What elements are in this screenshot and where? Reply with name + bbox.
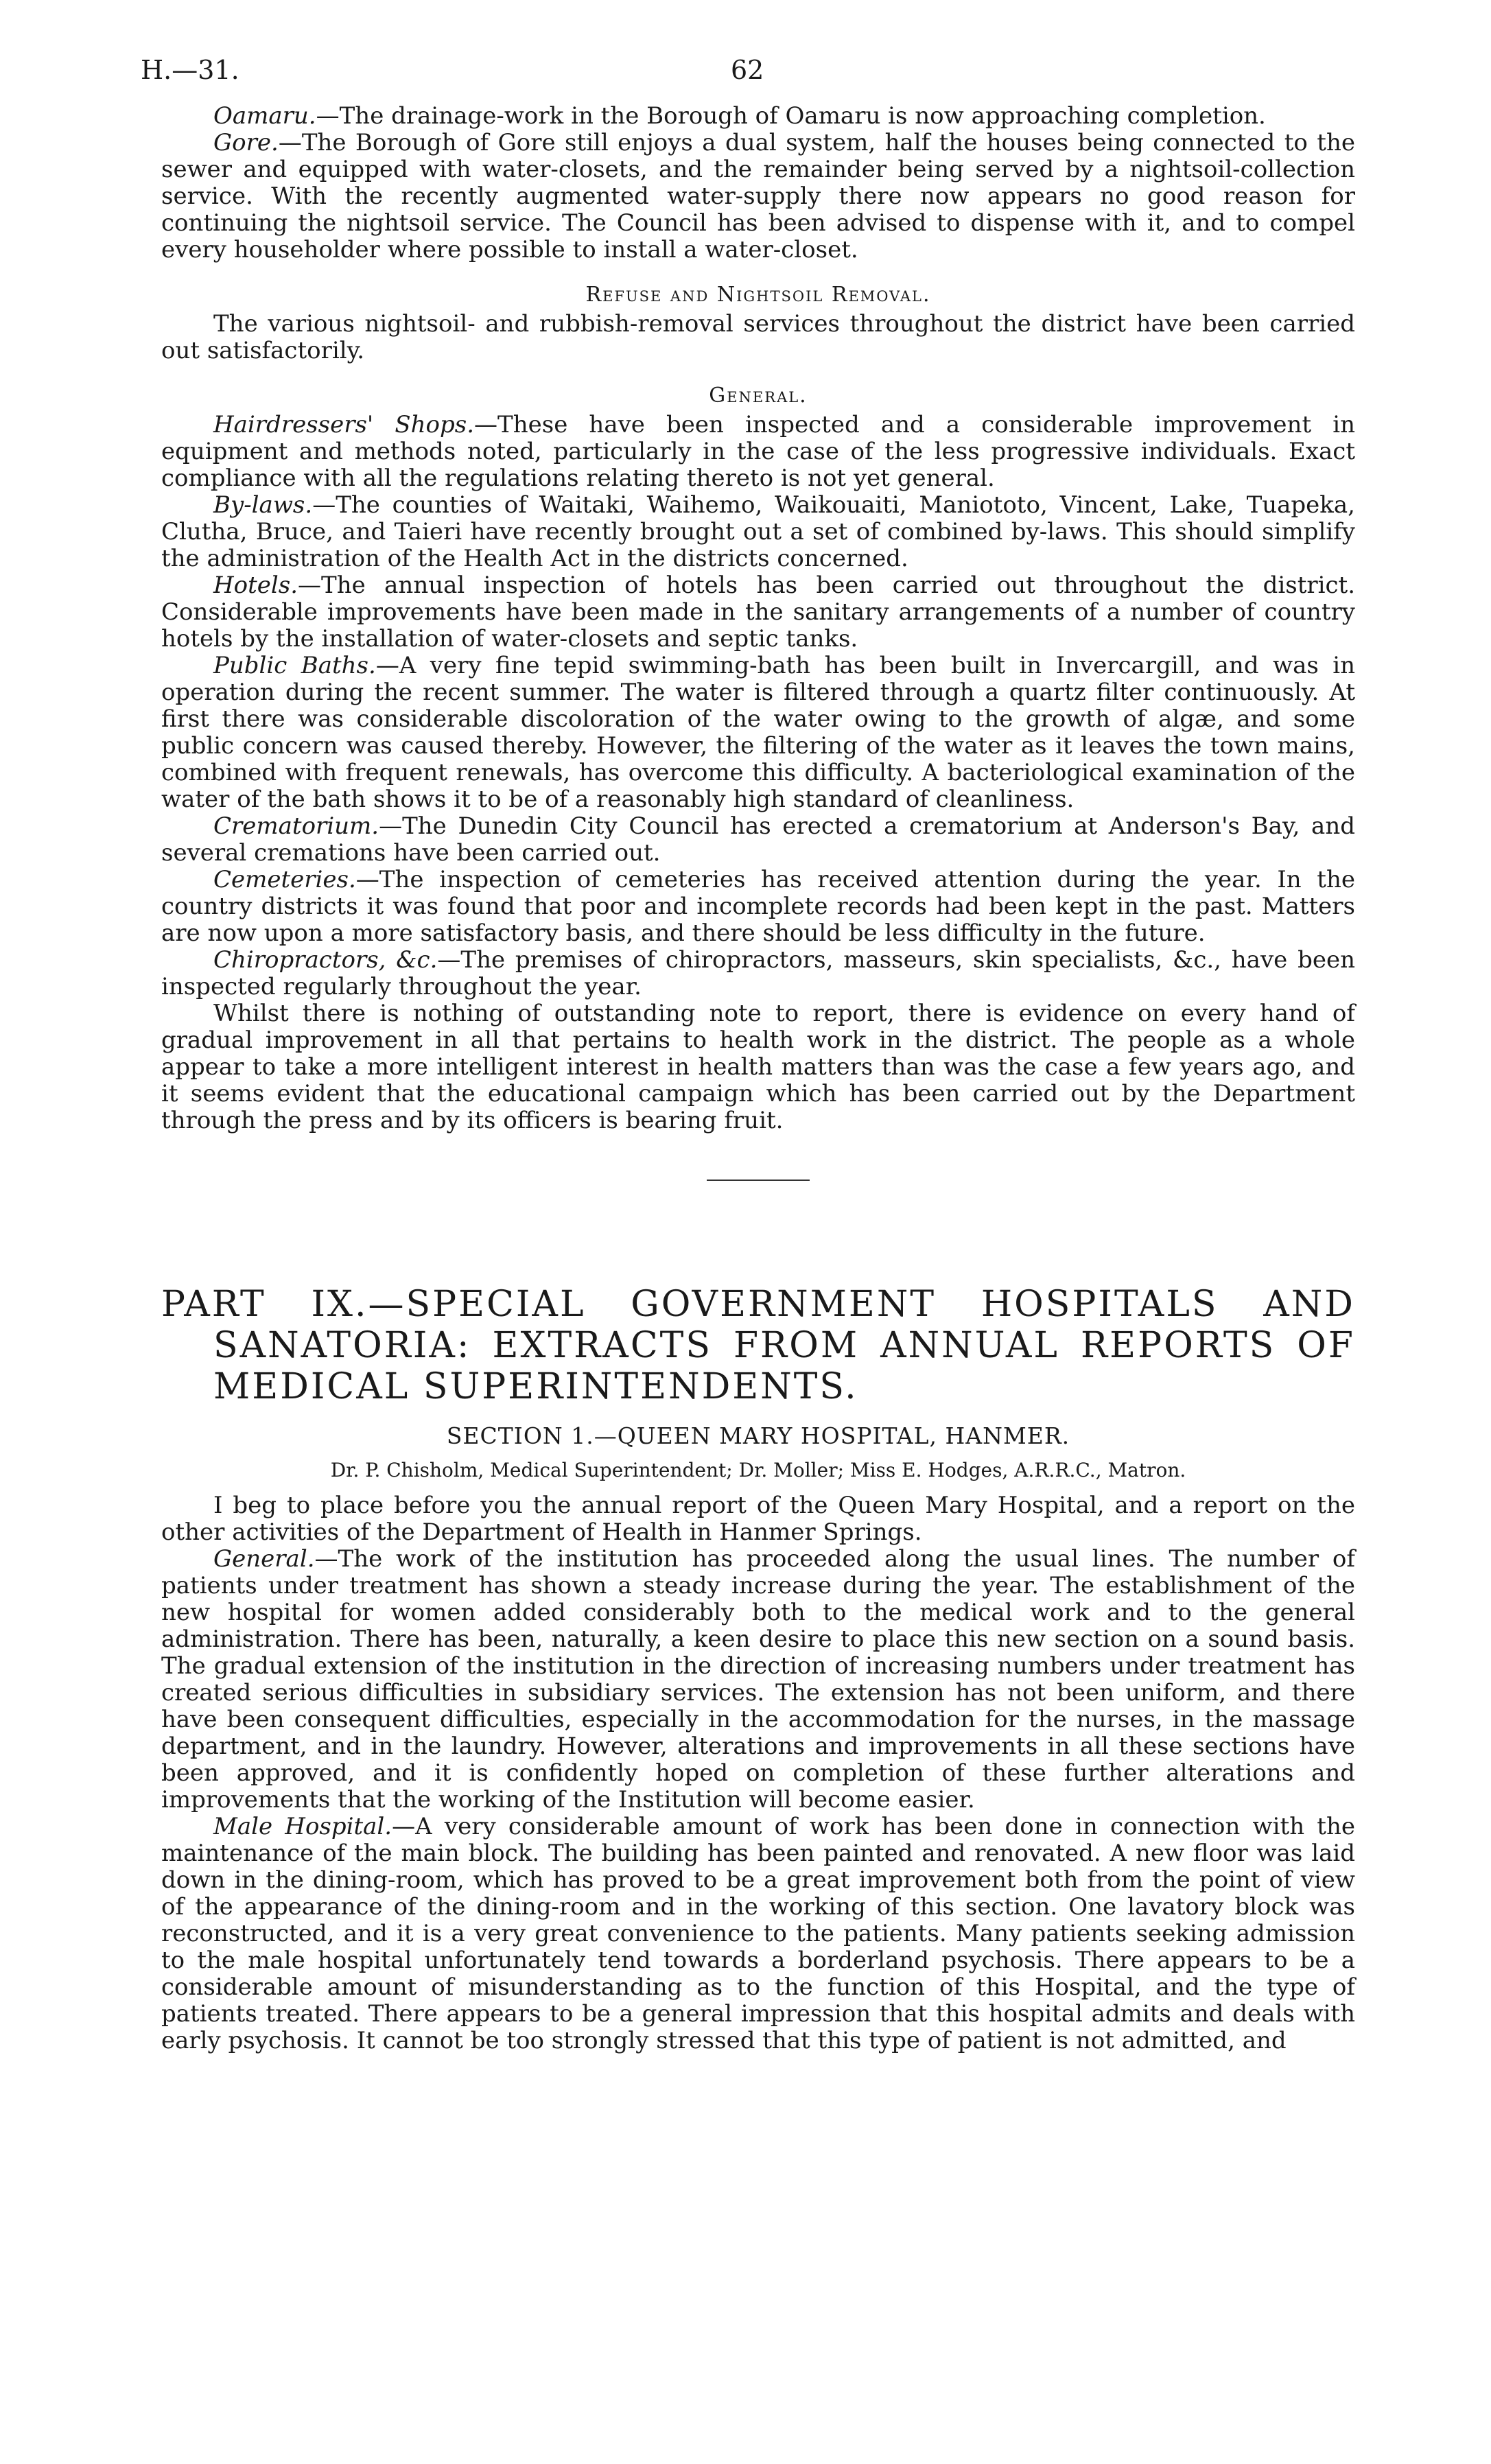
paragraph-title: Crematorium. — [213, 812, 379, 840]
paragraph-title: Cemeteries. — [213, 866, 356, 893]
paragraph-text: —The inspection of cemeteries has received attention during the year. In the country districts it was found that poor and incomplete records had been kept in the past. Matters are now upon a more satisfactory basis, and there should be less difficulty in the future. — [161, 866, 1355, 947]
paragraph-crematorium — [161, 813, 1355, 867]
paragraph-gore — [161, 130, 1355, 263]
paragraph-title: Public Baths. — [213, 652, 376, 679]
section-title: SECTION 1.—QUEEN MARY HOSPITAL, HANMER. — [446, 1422, 1070, 1449]
paragraph-public-baths — [161, 653, 1355, 813]
paragraph-text: —A very fine tepid swimming-bath has been built in Invercargill, and was in operation during the recent summer. The water is filtered through a quartz filter continuously. At first there was considerable discoloration of the water owing to the growth of algæ, and some public concern was caused thereby. However, the filtering of the water as it leaves the town mains, combined with frequent renewals, has overcome this difficulty. A bacteriological examination of the water of the bath shows it to be of a reasonably high standard of cleanliness. — [161, 652, 1355, 813]
paragraph-title: Male Hospital. — [213, 1813, 392, 1840]
document-reference: H.—31. — [141, 55, 239, 85]
paragraph-title: Chiropractors, &c. — [213, 946, 438, 974]
section-divider — [707, 1180, 810, 1181]
paragraph-text: —A very considerable amount of work has been done in connection with the maintenance of the main block. The building has been painted and renovated. A new floor was laid down in the dining-room, which has proved to be a great improvement both from the point of view of the appearance of the dining-room and in the working of this section. One lavatory block was reconstructed, and it is a very great convenience to the patients. Many patients seeking admission to the male hospital unfortunately tend towards a borderland psychosis. There appears to be a considerable amount of misunderstanding as to the function of this Hospital, and the type of patients treated. There appears to be a general impression that this hospital admits and deals with early psychosis. It cannot be too strongly stressed that this type of patient is not admitted, and — [161, 1813, 1355, 2054]
heading-general: General. — [709, 384, 808, 408]
part-title: PART IX.—SPECIAL GOVERNMENT HOSPITALS AND SANATORIA: EXTRACTS FROM ANNUAL REPORTS OF MEDICAL SUPERINTENDENTS. — [161, 1284, 1355, 1407]
paragraph-text: —The work of the institution has proceeded along the usual lines. The number of patients under treatment has shown a steady increase during the year. The establishment of the new hospital for women added considerably both to the medical work and to the general administration. There has been, naturally, a keen desire to place this new section on a sound basis. The gradual extension of the institution in the direction of increasing numbers under treatment has created serious difficulties in subsidiary services. The extension has not been uniform, and there have been consequent difficulties, especially in the accommodation for the nurses, in the massage department, and in the laundry. However, alterations and improvements in all these sections have been approved, and it is confidently hoped on completion of these further alterations and improvements that the working of the Institution will become easier. — [161, 1545, 1355, 1814]
paragraph-chiropractors — [161, 947, 1355, 1000]
paragraph-title: Hairdressers' Shops. — [213, 411, 475, 438]
paragraph-text: —The Dunedin City Council has erected a crematorium at Anderson's Bay, and several cremations have been carried out. — [161, 812, 1355, 867]
paragraph-title: By-laws. — [213, 491, 313, 519]
paragraph-cemeteries — [161, 867, 1355, 947]
heading-refuse: Refuse and Nightsoil Removal. — [585, 283, 931, 307]
paragraph-title: Gore. — [213, 129, 279, 156]
paragraph-male-hospital — [161, 1814, 1355, 2054]
paragraph-by-laws — [161, 492, 1355, 572]
paragraph-oamaru — [161, 103, 1355, 130]
paragraph-text: —The counties of Waitaki, Waihemo, Waikouaiti, Maniototo, Vincent, Lake, Tuapeka, Clutha, Bruce, and Taieri have recently brought out a set of combined by-laws. This should simplify the administration of the Health Act in the districts concerned. — [161, 491, 1355, 572]
paragraph-title: General. — [213, 1545, 315, 1573]
paragraph-intro — [161, 1492, 1355, 1546]
paragraph-refuse: The various nightsoil- and rubbish-removal services throughout the district have been carried out satisfactorily. — [161, 310, 1355, 364]
paragraph-text: —The drainage-work in the Borough of Oamaru is now approaching completion. — [316, 102, 1266, 130]
paragraph-text: —The Borough of Gore still enjoys a dual system, half the houses being connected to the sewer and equipped with water-closets, and the remainder being served by a nightsoil-collection service. With the recently augmented water-supply there now appears no good reason for continuing the nightsoil service. The Council has been advised to dispense with it, and to compel every householder where possible to install a water-closet. — [161, 129, 1355, 263]
paragraph-text: —These have been inspected and a considerable improvement in equipment and methods noted, particularly in the case of the less progressive individuals. Exact compliance with all the regulations relating thereto is not yet general. — [161, 411, 1355, 492]
paragraph-summary — [161, 1000, 1355, 1134]
paragraph-text: Whilst there is nothing of outstanding note to report, there is evidence on every hand of gradual improvement in all that pertains to health work in the district. The people as a whole appear to take a more intelligent interest in health matters than was the case a few years ago, and it seems evident that the educational campaign which has been carried out by the Department through the press and by its officers is bearing fruit. — [161, 1000, 1355, 1134]
officials-line: Dr. P. Chisholm, Medical Superintendent; Dr. Moller; Miss E. Hodges, A.R.R.C., Matron. — [330, 1459, 1186, 1481]
paragraph-text: —The premises of chiropractors, masseurs, skin specialists, &c., have been inspected regularly throughout the year. — [161, 946, 1356, 1000]
paragraph-text: —The annual inspection of hotels has been carried out throughout the district. Considerable improvements have been made in the sanitary arrangements of a number of country hotels by the installation of water-closets and septic tanks. — [161, 572, 1355, 653]
page-number: 62 — [731, 55, 764, 85]
paragraph-title: Oamaru. — [213, 102, 316, 130]
document-page — [141, 55, 1356, 2054]
paragraph-hairdressers — [161, 412, 1355, 492]
paragraph-general-hanmer — [161, 1546, 1355, 1814]
page-header — [141, 55, 1355, 103]
paragraph-hotels — [161, 572, 1355, 653]
paragraph-text: I beg to place before you the annual report of the Queen Mary Hospital, and a report on the other activities of the Department of Health in Hanmer Springs. — [161, 1492, 1355, 1546]
paragraph-title: Hotels. — [213, 572, 298, 599]
